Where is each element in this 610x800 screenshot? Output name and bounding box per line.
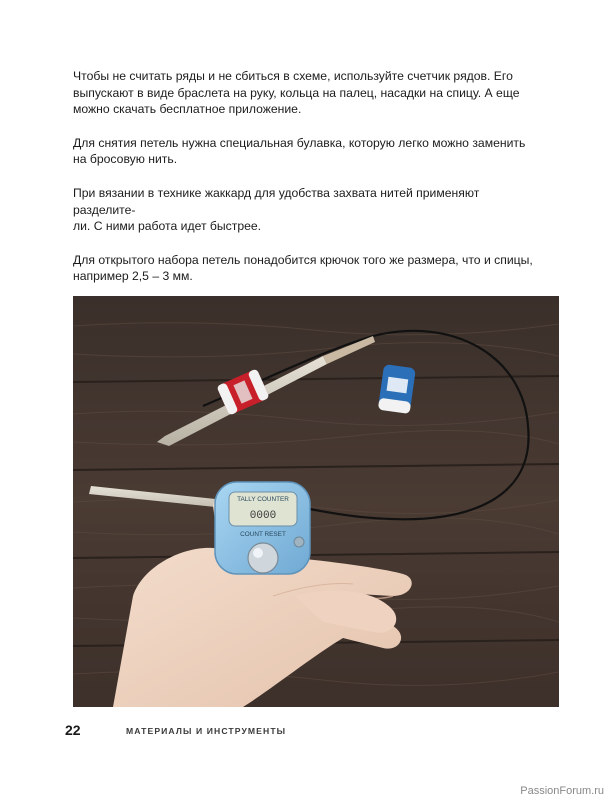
page-number: 22 bbox=[65, 722, 81, 738]
text-line: на бросовую нить. bbox=[73, 152, 178, 167]
reset-button bbox=[294, 537, 304, 547]
text-line: Для открытого набора петель понадобится крючок того же размера, что и спицы, bbox=[73, 252, 533, 267]
paragraph-jacquard bbox=[73, 185, 541, 235]
text-line: выпускают в виде браслета на руку, кольца на палец, насадки на спицу. А еще bbox=[73, 85, 520, 100]
text-line: Для снятия петель нужна специальная булавка, которую легко можно заменить bbox=[73, 135, 526, 150]
tally-counter bbox=[215, 482, 310, 574]
paragraph-crochet-hook bbox=[73, 252, 541, 285]
text-line: При вязании в технике жаккард для удобства захвата нитей применяют разделите- bbox=[73, 185, 480, 217]
text-line: например 2,5 – 3 мм. bbox=[73, 269, 193, 284]
text-line: Чтобы не считать ряды и не сбиться в схеме, используйте счетчик рядов. Его bbox=[73, 69, 513, 83]
paragraph-stitch-holder bbox=[73, 135, 541, 168]
section-title: МАТЕРИАЛЫ И ИНСТРУМЕНТЫ bbox=[126, 726, 287, 736]
counter-digits: 0000 bbox=[249, 510, 277, 522]
text-line: ли. С ними работа идет быстрее. bbox=[73, 219, 262, 234]
text-line: можно скачать бесплатное приложение. bbox=[73, 102, 302, 117]
blue-stopper bbox=[378, 364, 416, 414]
counter-button bbox=[248, 543, 278, 573]
watermark: PassionForum.ru bbox=[520, 785, 604, 797]
knitting-tools-photo bbox=[73, 296, 559, 707]
counter-bottom-label: COUNT RESET bbox=[240, 531, 286, 538]
photo-illustration bbox=[73, 296, 559, 707]
paragraph-row-counter bbox=[73, 68, 541, 118]
counter-top-label: TALLY COUNTER bbox=[237, 496, 289, 503]
